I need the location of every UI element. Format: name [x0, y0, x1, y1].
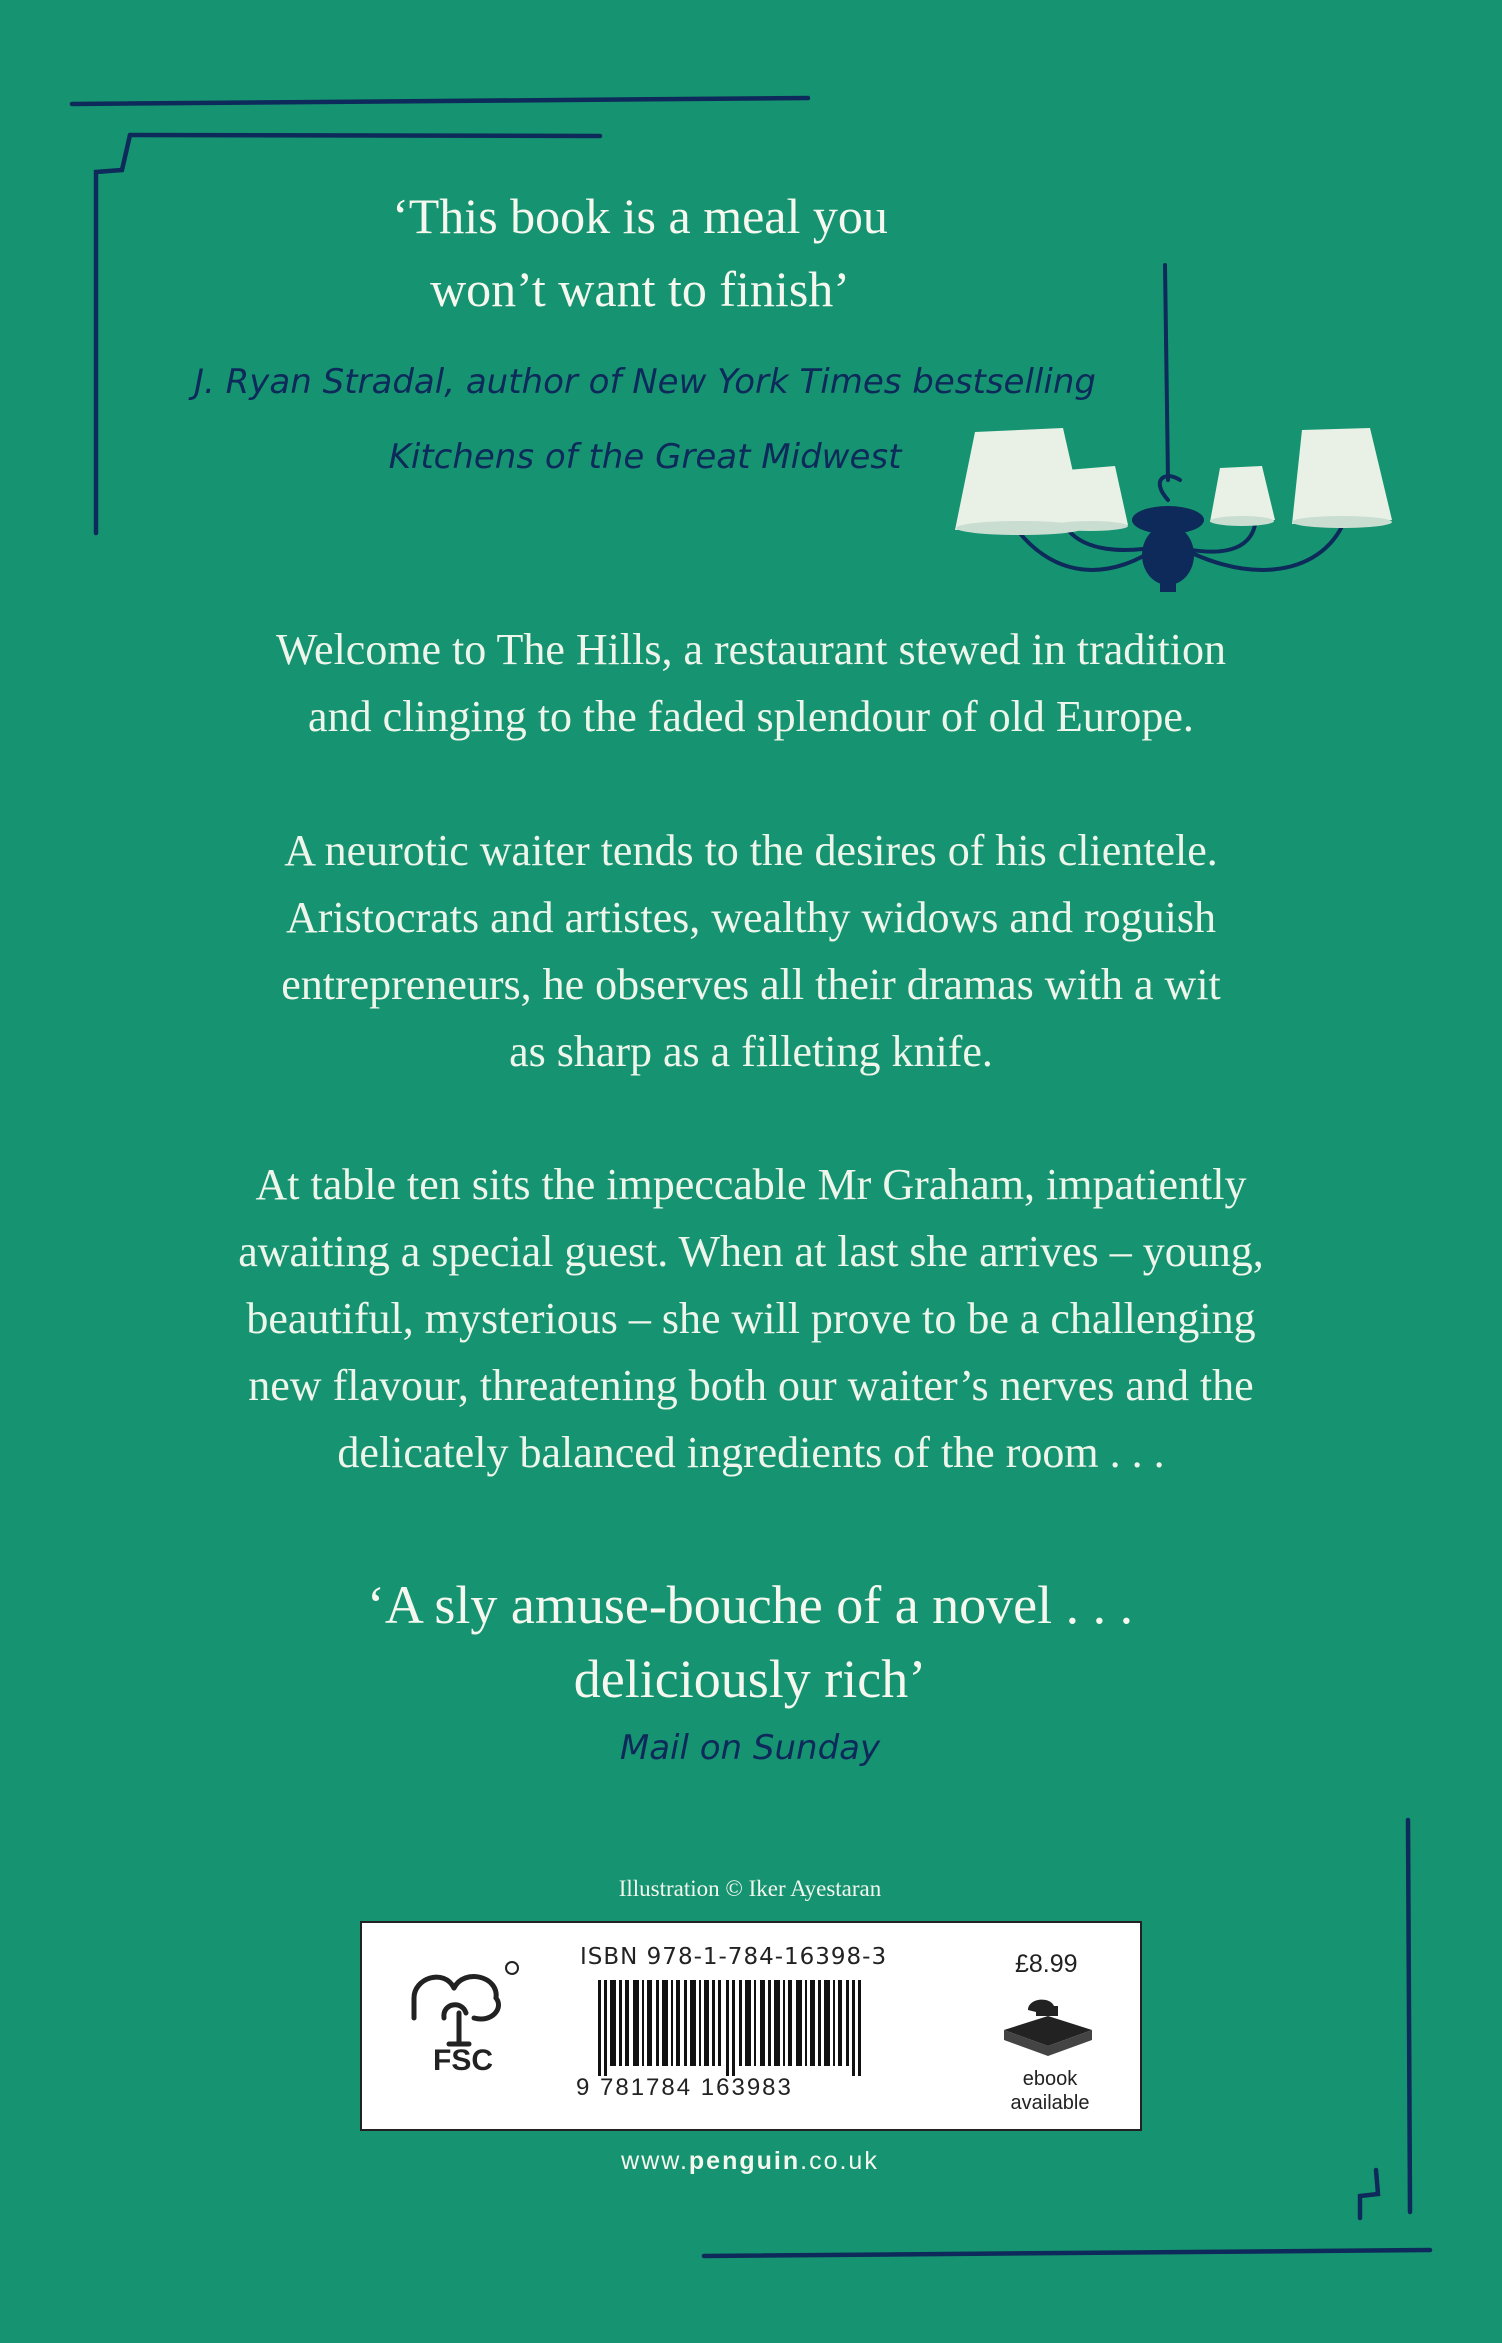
- illustration-credit: Illustration © Iker Ayestaran: [618, 1876, 882, 1901]
- blurb-line: entrepreneurs, he observes all their dramas with a wit: [281, 960, 1221, 1009]
- ebook-line2: available: [1010, 2092, 1090, 2114]
- attribution-line1: J. Ryan Stradal, author of New York Times bestselling: [194, 362, 1096, 402]
- barcode-bars: [598, 1980, 898, 2076]
- publisher-website[interactable]: [500, 2147, 1000, 2176]
- blurb-line: awaiting a special guest. When at last she arrives – young,: [238, 1227, 1264, 1276]
- bottom-review-quote: [200, 1568, 1300, 1716]
- blurb-paragraph-1: [120, 616, 1382, 750]
- ebook-icon: [998, 1990, 1098, 2062]
- fsc-tree-icon: [404, 1958, 524, 2048]
- isbn-number: ISBN 978-1-784-16398-3: [580, 1944, 888, 1970]
- fsc-logo-label: FSC: [433, 2044, 493, 2077]
- top-review-quote: [250, 180, 1030, 326]
- top-quote-attribution: [150, 345, 1140, 495]
- ebook-line1: ebook: [1022, 2068, 1078, 2090]
- bottom-quote-line2: deliciously rich’: [573, 1649, 927, 1709]
- blurb-paragraph-2: [120, 817, 1382, 1085]
- attribution-line2: Kitchens of the Great Midwest: [388, 437, 902, 477]
- website-prefix: www.: [621, 2147, 689, 2175]
- blurb-line: new flavour, threatening both our waiter’s nerves and the: [248, 1361, 1254, 1410]
- blurb-line: Aristocrats and artistes, wealthy widows and roguish: [286, 893, 1216, 942]
- blurb-line: delicately balanced ingredients of the room . . .: [337, 1428, 1165, 1477]
- website-brand: penguin: [688, 2147, 801, 2175]
- blurb-line: Welcome to The Hills, a restaurant stewed in tradition: [276, 625, 1226, 674]
- blurb-paragraph-3: [120, 1151, 1382, 1486]
- blurb-line: A neurotic waiter tends to the desires of his clientele.: [284, 826, 1218, 875]
- blurb-line: beautiful, mysterious – she will prove to be a challenging: [246, 1294, 1256, 1343]
- blurb-line: At table ten sits the impeccable Mr Graham, impatiently: [255, 1160, 1247, 1209]
- bottom-quote-line1: ‘A sly amuse-bouche of a novel . . .: [366, 1575, 1134, 1635]
- price-label: £8.99: [1015, 1950, 1078, 1978]
- barcode-digits: 9 781784 163983: [576, 2074, 793, 2101]
- blurb-line: as sharp as a filleting knife.: [509, 1027, 993, 1076]
- blurb-line: and clinging to the faded splendour of old Europe.: [308, 692, 1194, 741]
- top-quote-line2: won’t want to finish’: [430, 261, 850, 317]
- top-quote-line1: ‘This book is a meal you: [392, 188, 888, 244]
- bottom-quote-attribution: Mail on Sunday: [619, 1728, 881, 1768]
- website-suffix: .co.uk: [800, 2147, 879, 2175]
- ebook-available-label: [990, 2067, 1110, 2115]
